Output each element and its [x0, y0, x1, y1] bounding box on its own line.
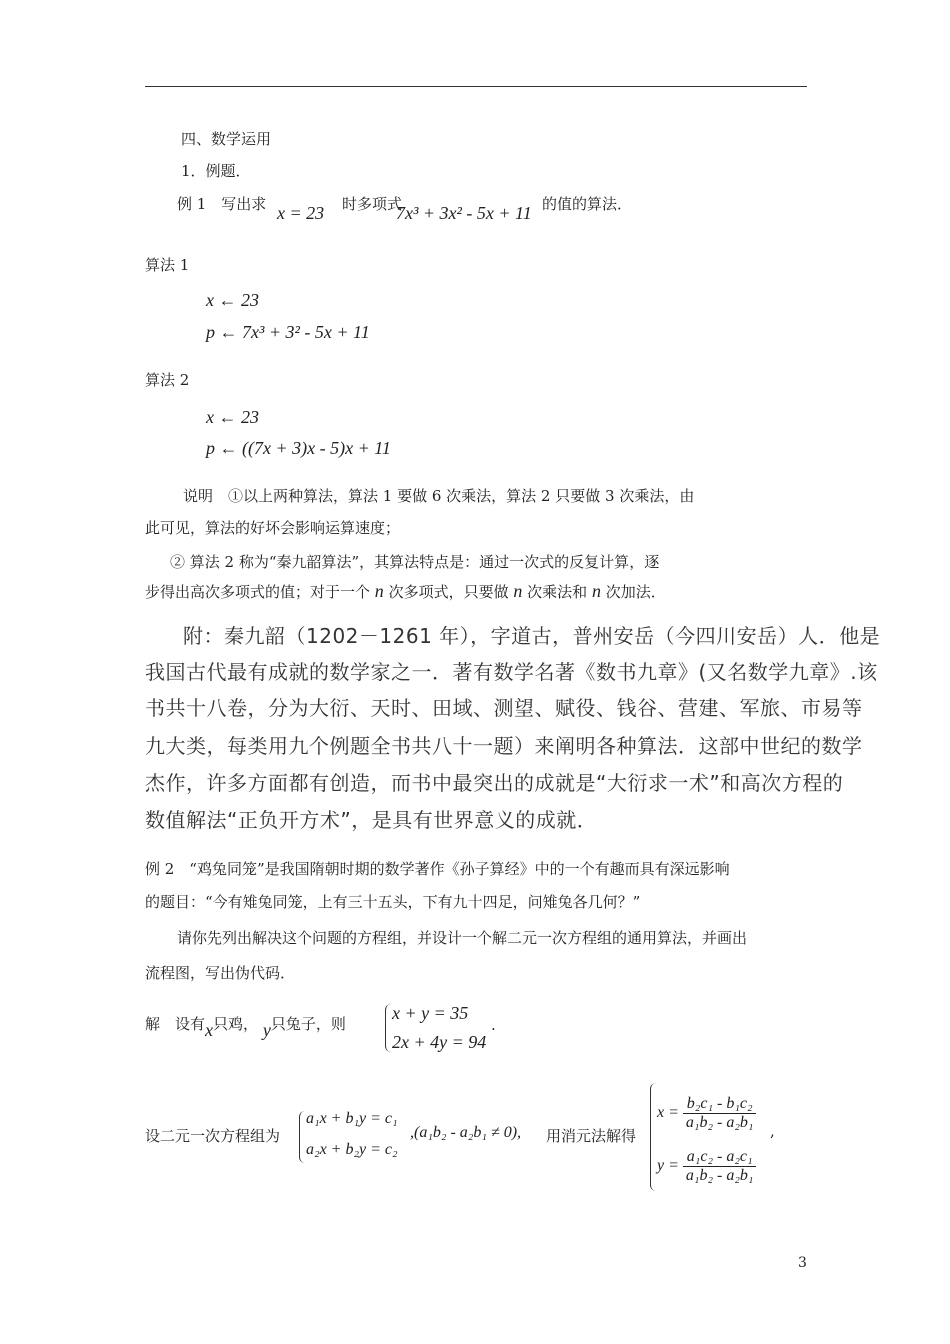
general-system-brace: [299, 1111, 305, 1163]
general-eq2: a₂x + b₂y = c₂: [306, 1141, 398, 1158]
note-n1: n: [374, 581, 384, 601]
solution-y: y: [262, 1020, 271, 1040]
formula-x-denominator: a₁b₂ - a₂b₁: [685, 1114, 754, 1131]
solution-mid1: 只鸡，: [213, 1015, 259, 1033]
appendix-line1: 附：秦九韶（1202－1261 年），字道古，普州安岳（今四川安岳）人．他是: [183, 624, 881, 648]
example1-suffix: 的值的算法．: [542, 195, 633, 213]
formula-x-fraction: [683, 1095, 757, 1132]
solution-x: x: [205, 1020, 214, 1040]
example1-polynomial: 7x³ + 3x² - 5x + 11: [396, 203, 532, 223]
solution-system-brace: [385, 1004, 391, 1052]
solution-formula-brace: [650, 1083, 656, 1191]
note-n3: n: [591, 581, 601, 601]
solution-prefix: 解 设有: [145, 1015, 206, 1033]
formula-y: [657, 1148, 756, 1185]
appendix-line3: 书共十八卷，分为大衍、天时、田域、测望、赋役、钱谷、营建、军旅、市易等: [145, 696, 863, 720]
note-line4-d: 次加法．: [605, 583, 666, 601]
solution-eq1: x + y = 35: [392, 1003, 469, 1023]
examples-heading: 1．例题．: [181, 162, 251, 180]
formula-y-denominator: a₁b₂ - a₂b₁: [685, 1167, 754, 1184]
note-line4-a: 步得出高次多项式的值；对于一个: [145, 583, 371, 601]
general-eq1: a₁x + b₁y = c₁: [306, 1110, 398, 1127]
header-rule: [145, 86, 807, 87]
appendix-line5: 杰作，许多方面都有创造，而书中最突出的成就是“大衍求一术”和高次方程的: [145, 771, 844, 795]
solution-eq2: 2x + 4y = 94: [392, 1032, 487, 1052]
algorithm2-label: 算法 2: [145, 371, 190, 389]
note-n2: n: [513, 581, 523, 601]
general-end: ,: [770, 1122, 775, 1140]
appendix-line2: 我国古代最有成就的数学家之一．著有数学名著《数书九章》(又名数学九章》.该: [145, 660, 878, 684]
note-line2: 此可见，算法的好坏会影响运算速度；: [145, 519, 401, 537]
note-line4: [145, 581, 666, 602]
example1-prefix: 例 1 写出求: [177, 195, 267, 213]
formula-y-lhs: y =: [657, 1157, 679, 1175]
appendix-line6: 数值解法“正负开方术”，是具有世界意义的成就．: [145, 808, 598, 832]
appendix-line4: 九大类，每类用九个例题全书共八十一题）来阐明各种算法．这部中世纪的数学: [145, 734, 863, 758]
general-condition: ,(a₁b₂ - a₂b₁ ≠ 0),: [410, 1124, 522, 1141]
general-mid: 用消元法解得: [546, 1127, 637, 1145]
note-line1: 说明 ①以上两种算法，算法 1 要做 6 次乘法，算法 2 只要做 3 次乘法，由: [183, 487, 695, 505]
example2-line3: 请你先列出解决这个问题的方程组，并设计一个解二元一次方程组的通用算法，并画出: [177, 929, 748, 947]
example1-x-value: x = 23: [277, 203, 325, 223]
algorithm1-label: 算法 1: [145, 256, 190, 274]
formula-x-numerator: b₂c₁ - b₁c₂: [683, 1095, 757, 1114]
formula-y-numerator: a₁c₂ - a₂c₁: [683, 1148, 757, 1167]
example2-line1: 例 2 “鸡兔同笼”是我国隋朝时期的数学著作《孙子算经》中的一个有趣而具有深远影响: [145, 860, 730, 878]
page-number: 3: [798, 1255, 807, 1271]
algorithm2-line2: p ← ((7x + 3)x - 5)x + 11: [206, 438, 391, 458]
example2-line2: 的题目：“今有雉兔同笼，上有三十五头，下有九十四足，问雉兔各几何？”: [145, 893, 641, 911]
example1-middle: 时多项式: [342, 195, 403, 213]
note-line4-c: 次乘法和: [527, 583, 588, 601]
algorithm2-line1: x ← 23: [206, 407, 259, 427]
example2-line4: 流程图，写出伪代码．: [145, 964, 296, 982]
solution-mid2: 只兔子，则: [270, 1015, 346, 1033]
note-line3: ② 算法 2 称为“秦九韶算法”，其算法特点是：通过一次式的反复计算，逐: [170, 553, 660, 571]
formula-y-fraction: [683, 1148, 757, 1185]
solution-line: [145, 1013, 346, 1040]
note-line4-b: 次多项式，只要做: [388, 583, 509, 601]
solution-end: .: [491, 1016, 496, 1034]
algorithm1-line2: p ← 7x³ + 3² - 5x + 11: [206, 322, 370, 342]
section-title: 四、数学运用: [181, 130, 272, 148]
formula-x-lhs: x =: [657, 1104, 679, 1122]
formula-x: [657, 1095, 756, 1132]
algorithm1-line1: x ← 23: [206, 290, 259, 310]
general-prefix: 设二元一次方程组为: [145, 1127, 281, 1145]
